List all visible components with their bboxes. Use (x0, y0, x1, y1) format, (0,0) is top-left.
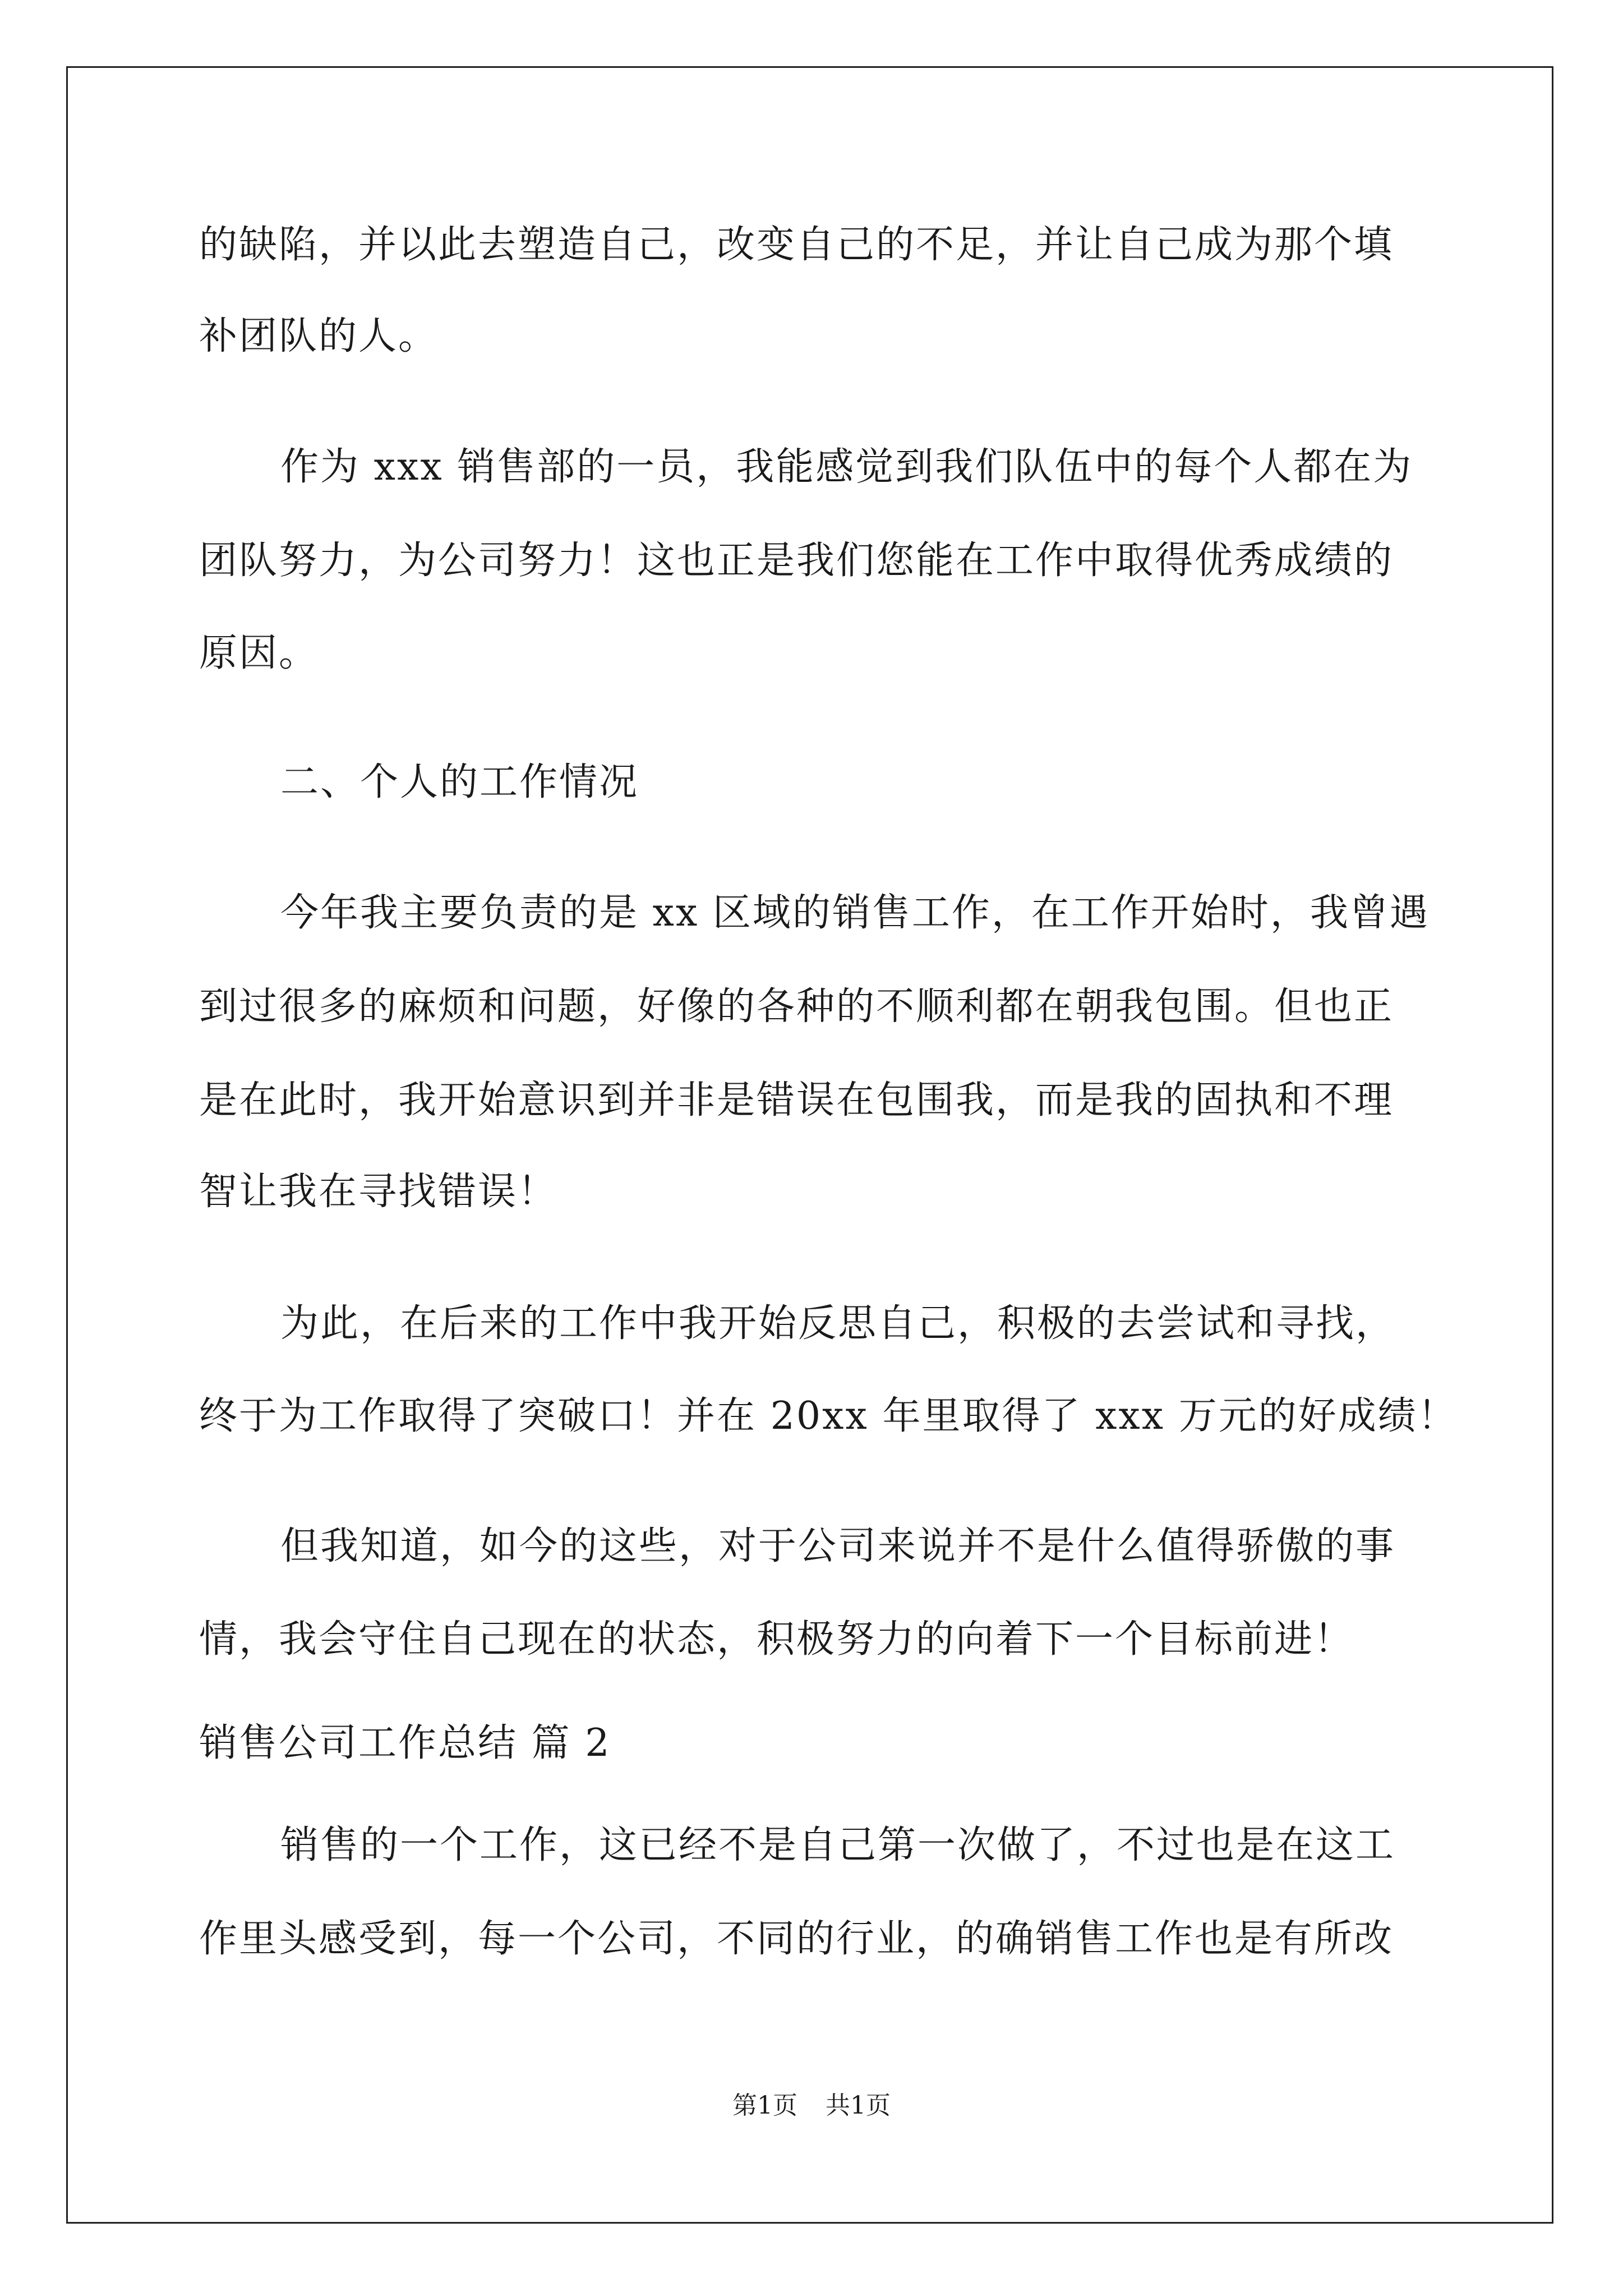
paragraph-line: 到过很多的麻烦和问题，好像的各种的不顺利都在朝我包围。但也正 (199, 984, 1394, 1029)
paragraph-line: 是在此时，我开始意识到并非是错误在包围我，而是我的固执和不理 (199, 1078, 1394, 1122)
paragraph-line: 团队努力，为公司努力！这也正是我们您能在工作中取得优秀成绩的 (199, 539, 1394, 583)
paragraph-line: 作为 xxx 销售部的一员，我能感觉到我们队伍中的每个人都在为 (280, 445, 1413, 489)
paragraph-line: 原因。 (199, 631, 319, 675)
paragraph-line: 终于为工作取得了突破口！并在 20xx 年里取得了 xxx 万元的好成绩！ (199, 1394, 1458, 1438)
paragraph-line: 作里头感受到，每一个公司，不同的行业，的确销售工作也是有所改 (199, 1917, 1394, 1961)
section-heading: 二、个人的工作情况 (280, 760, 639, 804)
page-border (66, 66, 1553, 2224)
page-footer (0, 2089, 1623, 2123)
paragraph-line: 但我知道，如今的这些，对于公司来说并不是什么值得骄傲的事 (280, 1524, 1396, 1568)
paragraph-line: 补团队的人。 (199, 314, 439, 358)
paragraph-line: 销售的一个工作，这已经不是自己第一次做了，不过也是在这工 (280, 1823, 1396, 1867)
page-number-current: 第1页 (732, 2091, 797, 2120)
paragraph-line: 的缺陷，并以此去塑造自己，改变自己的不足，并让自己成为那个填 (199, 223, 1394, 267)
paragraph-line: 今年我主要负责的是 xx 区域的销售工作，在工作开始时，我曾遇 (280, 891, 1430, 935)
paragraph-line: 为此，在后来的工作中我开始反思自己，积极的去尝试和寻找， (280, 1301, 1396, 1346)
paragraph-line: 智让我在寻找错误！ (199, 1170, 558, 1214)
paragraph-line: 情，我会守住自己现在的状态，积极努力的向着下一个目标前进！ (199, 1617, 1354, 1662)
article-title: 销售公司工作总结 篇 2 (199, 1721, 611, 1765)
page-number-total: 共1页 (826, 2091, 891, 2120)
